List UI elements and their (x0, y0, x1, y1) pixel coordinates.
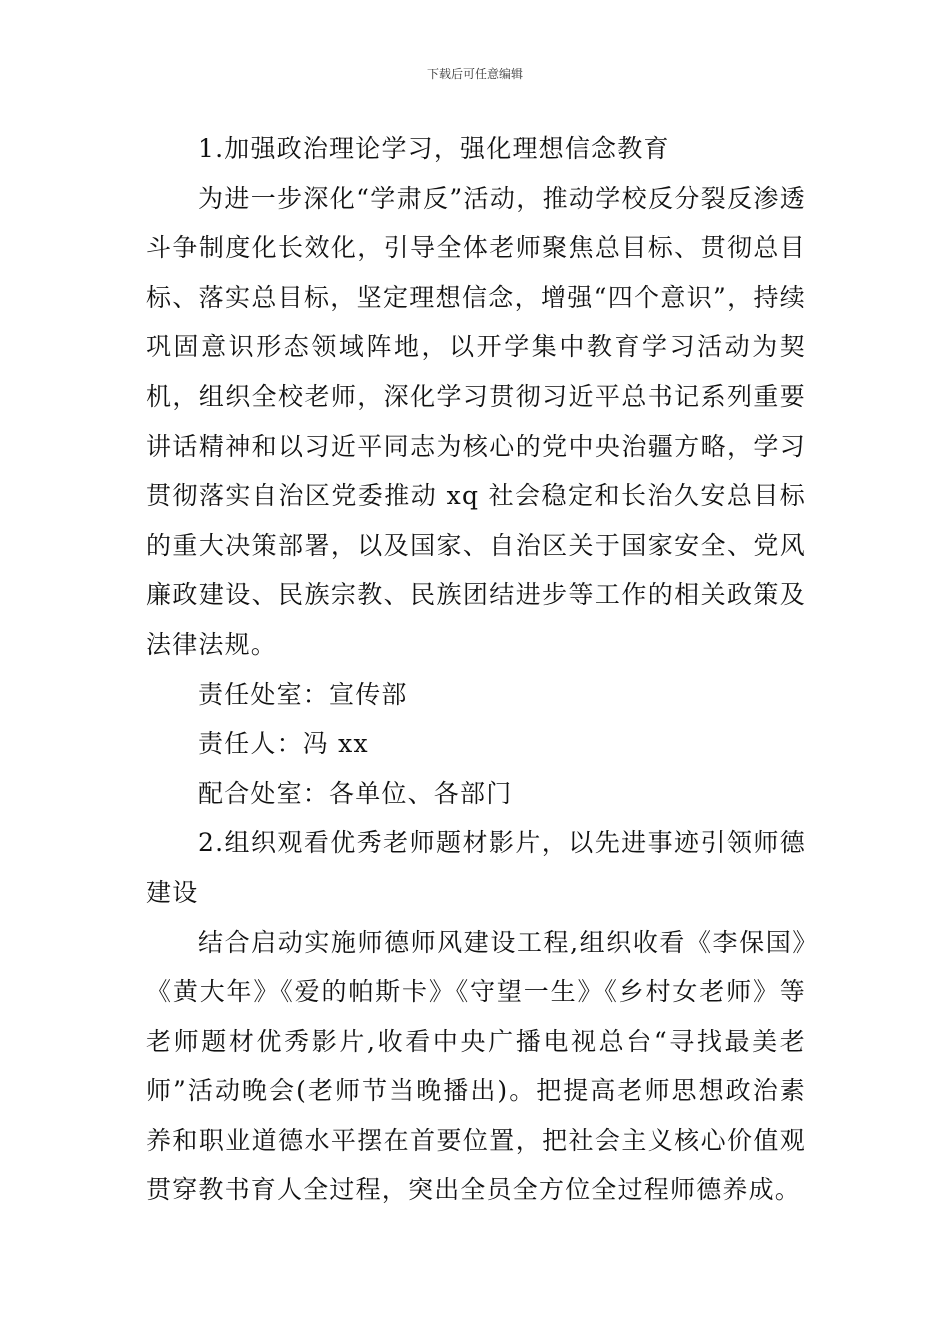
body-paragraph-1: 为进一步深化“学肃反”活动，推动学校反分裂反渗透斗争制度化长效化，引导全体老师聚焦总目标、贯彻总目标、落实总目标，坚定理想信念，增强“四个意识”，持续巩固意识形态领域阵地，以开学集中教育学习活动为契机，组织全校老师，深化学习贯彻习近平总书记系列重要讲话精神和以习近平同志为核心的党中央治疆方略，学习贯彻落实自治区党委推动 xq 社会稳定和长治久安总目标的重大决策部署，以及国家、自治区关于国家安全、党风廉政建设、民族宗教、民族团结进步等工作的相关政策及法律法规。 (146, 183, 806, 659)
document-body (146, 124, 806, 1215)
responsible-person: 责任人：冯 xx (198, 729, 369, 759)
section-heading-2: 2.组织观看优秀老师题材影片，以先进事迹引领师德建设 (146, 828, 806, 907)
page-header: 下载后可任意编辑 (426, 67, 523, 81)
section-heading-1: 1.加强政治理论学习，强化理想信念教育 (198, 134, 670, 163)
body-paragraph-2: 结合启动实施师德师风建设工程,组织收看《李保国》《黄大年》《爱的帕斯卡》《守望一生》《乡村女老师》等老师题材优秀影片,收看中央广播电视总台“寻找最美老师”活动晚会(老师节当晚播出)。把提高老师思想政治素养和职业道德水平摆在首要位置，把社会主义核心价值观贯穿教书育人全过程，突出全员全方位全过程师德养成。 (146, 927, 806, 1205)
cooperating-office: 配合处室：各单位、各部门 (198, 778, 513, 808)
responsible-office: 责任处室：宣传部 (198, 679, 408, 709)
